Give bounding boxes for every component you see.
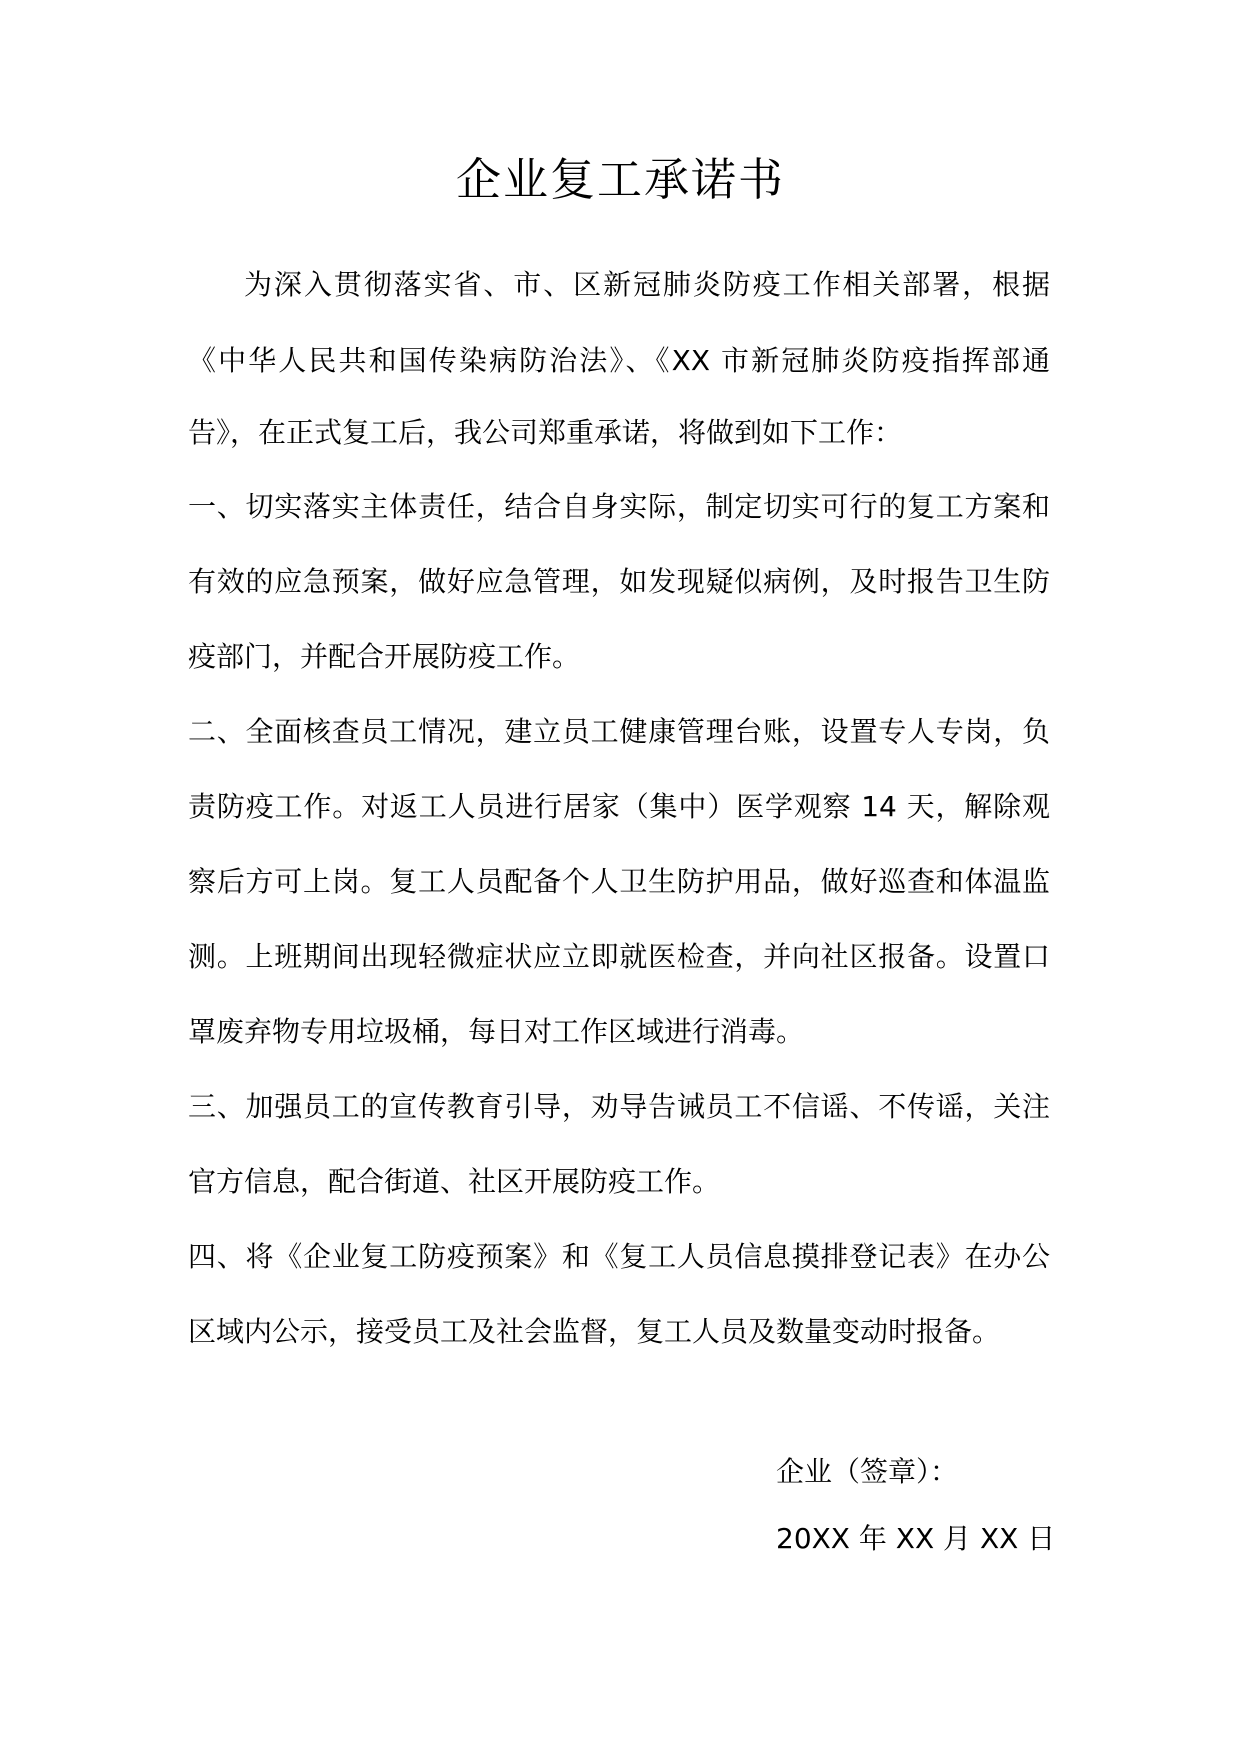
item-1-line: 疫部门，并配合开展防疫工作。 xyxy=(188,640,581,673)
item-2-line: 责防疫工作。对返工人员进行居家（集中）医学观察 14 天，解除观 xyxy=(188,790,1050,823)
signature-label: 企业（签章）： xyxy=(776,1455,959,1488)
item-2-line: 罩废弃物专用垃圾桶，每日对工作区域进行消毒。 xyxy=(188,1015,805,1048)
item-2-line: 察后方可上岗。复工人员配备个人卫生防护用品，做好巡查和体温监 xyxy=(188,865,1050,898)
item-4-line: 区域内公示，接受员工及社会监督，复工人员及数量变动时报备。 xyxy=(188,1315,1001,1348)
item-2-line: 测。上班期间出现轻微症状应立即就医检查，并向社区报备。设置口 xyxy=(188,940,1050,973)
item-1-line: 有效的应急预案，做好应急管理，如发现疑似病例，及时报告卫生防 xyxy=(188,565,1050,598)
intro-line: 《中华人民共和国传染病防治法》、《XX 市新冠肺炎防疫指挥部通 xyxy=(188,344,1050,377)
intro-line: 告》，在正式复工后，我公司郑重承诺，将做到如下工作： xyxy=(188,416,903,449)
intro-line: 为深入贯彻落实省、市、区新冠肺炎防疫工作相关部署，根据 xyxy=(244,268,1050,301)
item-3-line: 三、加强员工的宣传教育引导，劝导告诫员工不信谣、不传谣，关注 xyxy=(188,1090,1050,1123)
item-2-line: 二、全面核查员工情况，建立员工健康管理台账，设置专人专岗，负 xyxy=(188,715,1050,748)
signature-date: 20XX 年 XX 月 XX 日 xyxy=(776,1522,1056,1555)
document-title: 企业复工承诺书 xyxy=(455,153,785,206)
item-3-line: 官方信息，配合街道、社区开展防疫工作。 xyxy=(188,1165,721,1198)
item-4-line: 四、将《企业复工防疫预案》和《复工人员信息摸排登记表》在办公 xyxy=(188,1240,1050,1273)
item-1-line: 一、切实落实主体责任，结合自身实际，制定切实可行的复工方案和 xyxy=(188,490,1050,523)
